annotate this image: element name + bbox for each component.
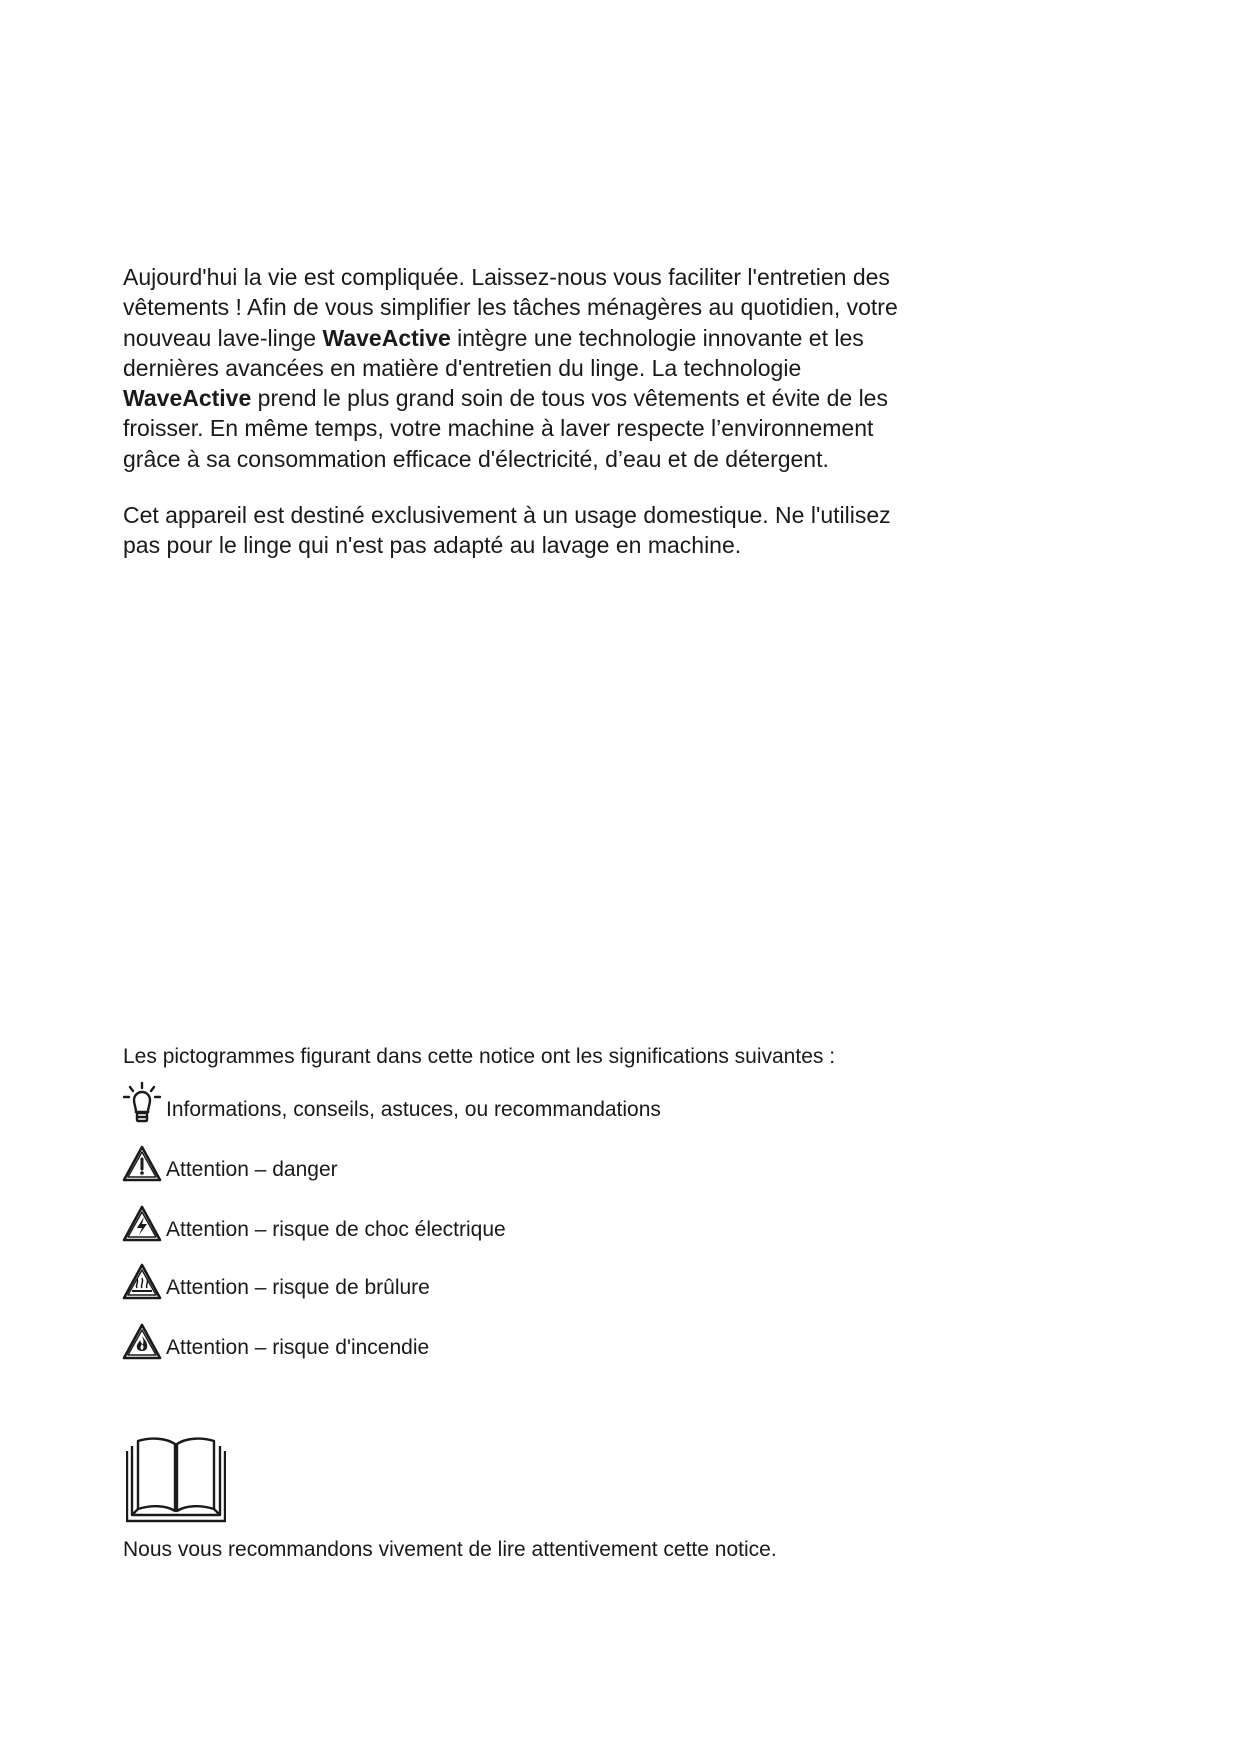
electric-shock-icon bbox=[122, 1204, 162, 1244]
legend-item-electric bbox=[122, 1200, 506, 1244]
brand-name: WaveActive bbox=[123, 385, 252, 412]
legend-label: Informations, conseils, astuces, ou recommandations bbox=[166, 1098, 661, 1121]
brand-name: WaveActive bbox=[322, 324, 451, 351]
intro-text-segment: Aujourd'hui la vie est compliquée. Laissez-nous vous faciliter l'entretien des vêtements ! Afin de vous simplifier les tâches ménagères au quotidien, votre nouveau lave-linge bbox=[123, 264, 898, 351]
legend-item-info bbox=[122, 1080, 661, 1124]
warning-danger-icon bbox=[122, 1144, 162, 1184]
open-book-icon bbox=[126, 1437, 226, 1523]
hot-surface-icon bbox=[122, 1262, 162, 1302]
intro-text-segment: prend le plus grand soin de tous vos vêtements et évite de les froisser. En même temps, votre machine à laver respecte l’environnement grâce à sa consommation efficace d'électricité, d’eau et de détergent. bbox=[123, 385, 888, 472]
legend-title: Les pictogrammes figurant dans cette notice ont les significations suivantes : bbox=[123, 1045, 836, 1068]
intro-paragraph-2: Cet appareil est destiné exclusivement à un usage domestique. Ne l'utilisez pas pour le linge qui n'est pas adapté au lavage en machine. bbox=[123, 502, 891, 559]
intro-paragraph-1 bbox=[123, 262, 903, 474]
legend-label: Attention – risque de choc électrique bbox=[166, 1218, 506, 1241]
footer-note: Nous vous recommandons vivement de lire attentivement cette notice. bbox=[123, 1538, 777, 1561]
lightbulb-icon bbox=[122, 1082, 162, 1124]
fire-icon bbox=[122, 1322, 162, 1362]
legend-item-fire bbox=[122, 1318, 429, 1362]
intro-text-segment: intègre une technologie innovante et les dernières avancées en matière d'entretien du linge. La technologie bbox=[123, 324, 864, 381]
legend-item-danger bbox=[122, 1140, 338, 1184]
legend-item-burn bbox=[122, 1258, 430, 1302]
intro-text bbox=[123, 262, 903, 561]
legend-label: Attention – risque de brûlure bbox=[166, 1276, 430, 1299]
legend-label: Attention – risque d'incendie bbox=[166, 1336, 430, 1359]
legend-label: Attention – danger bbox=[166, 1158, 338, 1181]
